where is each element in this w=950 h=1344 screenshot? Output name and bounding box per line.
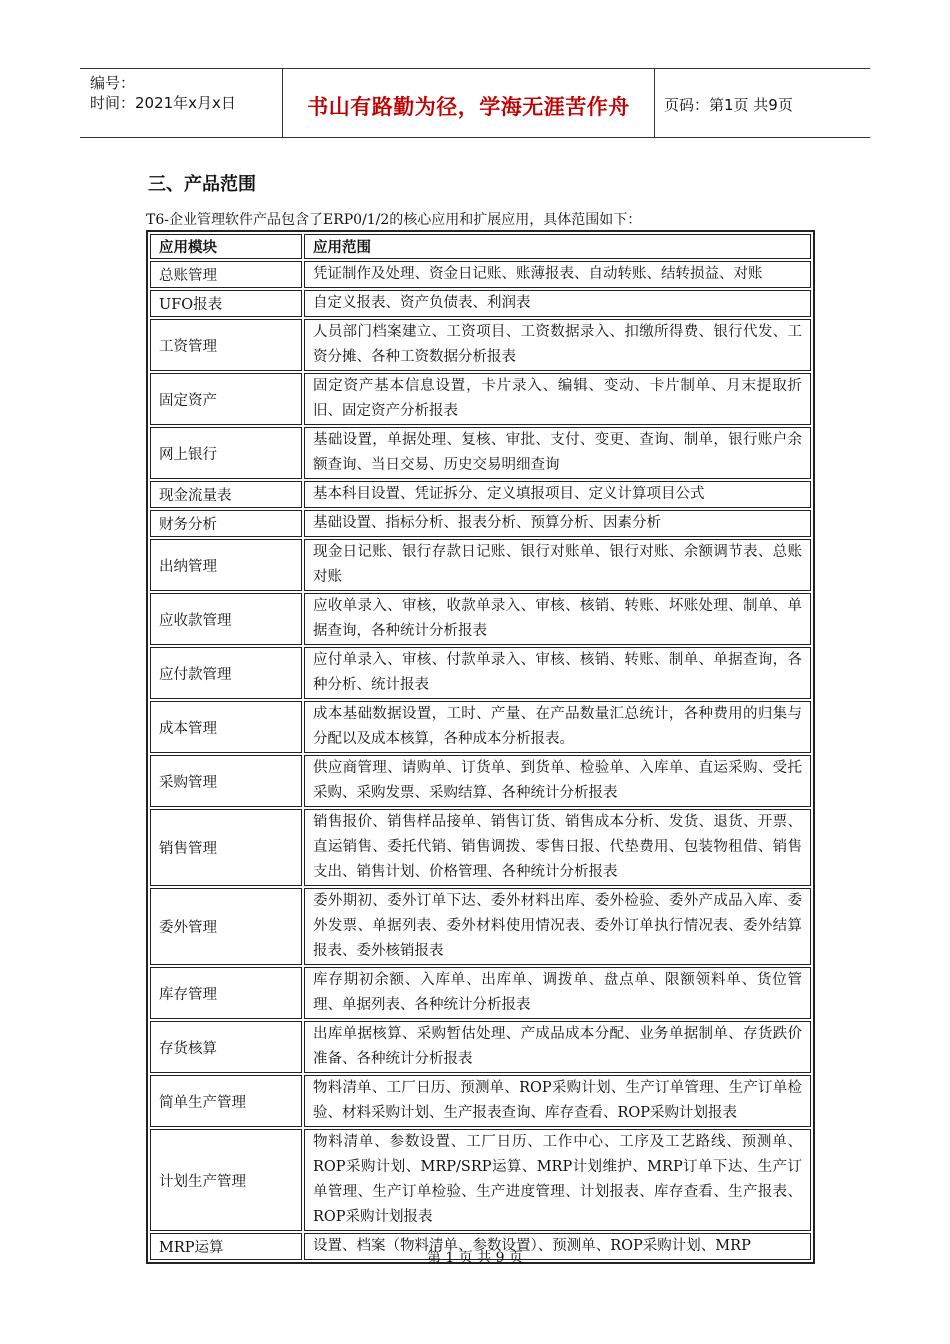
module-cell: 库存管理 — [150, 967, 302, 1019]
scope-cell: 固定资产基本信息设置，卡片录入、编辑、变动、卡片制单、月末提取折旧、固定资产分析报表 — [304, 373, 811, 425]
scope-cell: 自定义报表、资产负债表、利润表 — [304, 290, 811, 317]
scope-cell: 物料清单、参数设置、工厂日历、工作中心、工序及工艺路线、预测单、ROP采购计划、MRP/SRP运算、MRP计划维护、MRP订单下达、生产订单管理、生产订单检验、生产进度管理、计划报表、库存查看、生产报表、ROP采购计划报表 — [304, 1129, 811, 1231]
module-cell: 财务分析 — [150, 510, 302, 537]
table-row — [150, 261, 811, 288]
scope-cell: 基础设置，单据处理、复核、审批、支付、变更、查询、制单，银行账户余额查询、当日交易、历史交易明细查询 — [304, 427, 811, 479]
document-number-label: 编号： — [90, 74, 136, 92]
scope-cell: 成本基础数据设置，工时、产量、在产品数量汇总统计，各种费用的归集与分配以及成本核算，各种成本分析报表。 — [304, 701, 811, 753]
module-cell: 成本管理 — [150, 701, 302, 753]
table-row — [150, 427, 811, 479]
module-cell: 销售管理 — [150, 809, 302, 886]
scope-cell: 基本科目设置、凭证拆分、定义填报项目、定义计算项目公式 — [304, 481, 811, 508]
table-row — [150, 1129, 811, 1231]
table-header-row — [150, 234, 811, 259]
product-scope-table — [146, 230, 815, 1264]
scope-cell: 库存期初余额、入库单、出库单、调拨单、盘点单、限额领料单、货位管理、单据列表、各种统计分析报表 — [304, 967, 811, 1019]
table-row — [150, 1075, 811, 1127]
table-row — [150, 888, 811, 965]
table-row — [150, 967, 811, 1019]
module-cell: 委外管理 — [150, 888, 302, 965]
module-cell: 现金流量表 — [150, 481, 302, 508]
header-meta — [80, 69, 283, 137]
scope-cell: 现金日记账、银行存款日记账、银行对账单、银行对账、余额调节表、总账对账 — [304, 539, 811, 591]
table-row — [150, 373, 811, 425]
table-row — [150, 1021, 811, 1073]
column-header-module: 应用模块 — [150, 234, 302, 259]
scope-cell: 委外期初、委外订单下达、委外材料出库、委外检验、委外产成品入库、委外发票、单据列表、委外材料使用情况表、委外订单执行情况表、委外结算报表、委外核销报表 — [304, 888, 811, 965]
table-row — [150, 593, 811, 645]
module-cell: 简单生产管理 — [150, 1075, 302, 1127]
header-page-cell — [655, 69, 870, 137]
column-header-scope: 应用范围 — [304, 234, 811, 259]
module-cell: 应收款管理 — [150, 593, 302, 645]
scope-cell: 凭证制作及处理、资金日记账、账薄报表、自动转账、结转损益、对账 — [304, 261, 811, 288]
scope-cell: 供应商管理、请购单、订货单、到货单、检验单、入库单、直运采购、受托采购、采购发票、采购结算、各种统计分析报表 — [304, 755, 811, 807]
table-row — [150, 755, 811, 807]
table-row — [150, 510, 811, 537]
table-row — [150, 539, 811, 591]
document-date-label: 时间：2021年x月x日 — [90, 94, 236, 112]
table-row — [150, 481, 811, 508]
module-cell: MRP运算 — [150, 1233, 302, 1260]
scope-cell: 人员部门档案建立、工资项目、工资数据录入、扣缴所得费、银行代发、工资分摊、各种工资数据分析报表 — [304, 319, 811, 371]
module-cell: 网上银行 — [150, 427, 302, 479]
table-row — [150, 701, 811, 753]
module-cell: 计划生产管理 — [150, 1129, 302, 1231]
module-cell: 总账管理 — [150, 261, 302, 288]
scope-cell: 应付单录入、审核、付款单录入、审核、核销、转账、制单、单据查询，各种分析、统计报表 — [304, 647, 811, 699]
scope-cell: 物料清单、工厂日历、预测单、ROP采购计划、生产订单管理、生产订单检验、材料采购计划、生产报表查询、库存查看、ROP采购计划报表 — [304, 1075, 811, 1127]
header-motto: 书山有路勤为径，学海无涯苦作舟 — [307, 95, 630, 119]
module-cell: 存货核算 — [150, 1021, 302, 1073]
table-row — [150, 290, 811, 317]
module-cell: 固定资产 — [150, 373, 302, 425]
module-cell: UFO报表 — [150, 290, 302, 317]
page-footer: 第 1 页 共 9 页 — [426, 1250, 524, 1266]
module-cell: 采购管理 — [150, 755, 302, 807]
scope-cell: 基础设置、指标分析、报表分析、预算分析、因素分析 — [304, 510, 811, 537]
header-motto-cell — [283, 69, 655, 137]
module-cell: 应付款管理 — [150, 647, 302, 699]
module-cell: 工资管理 — [150, 319, 302, 371]
header-page-info: 页码：第1页 共9页 — [664, 96, 793, 114]
table-row — [150, 809, 811, 886]
page-header — [80, 68, 870, 138]
table-row — [150, 319, 811, 371]
table-row — [150, 647, 811, 699]
scope-cell: 出库单据核算、采购暂估处理、产成品成本分配、业务单据制单、存货跌价准备、各种统计分析报表 — [304, 1021, 811, 1073]
section-title: 三、产品范围 — [148, 174, 256, 195]
module-cell: 出纳管理 — [150, 539, 302, 591]
scope-cell: 销售报价、销售样品接单、销售订货、销售成本分析、发货、退货、开票、直运销售、委托代销、销售调拨、零售日报、代垫费用、包装物租借、销售支出、销售计划、价格管理、各种统计分析报表 — [304, 809, 811, 886]
scope-cell: 应收单录入、审核，收款单录入、审核、核销、转账、坏账处理、制单、单据查询，各种统计分析报表 — [304, 593, 811, 645]
scope-cell: 设置、档案（物料清单、参数设置）、预测单、ROP采购计划、MRP — [304, 1233, 811, 1260]
section-intro: T6-企业管理软件产品包含了ERP0/1/2的核心应用和扩展应用，具体范围如下： — [146, 212, 642, 228]
